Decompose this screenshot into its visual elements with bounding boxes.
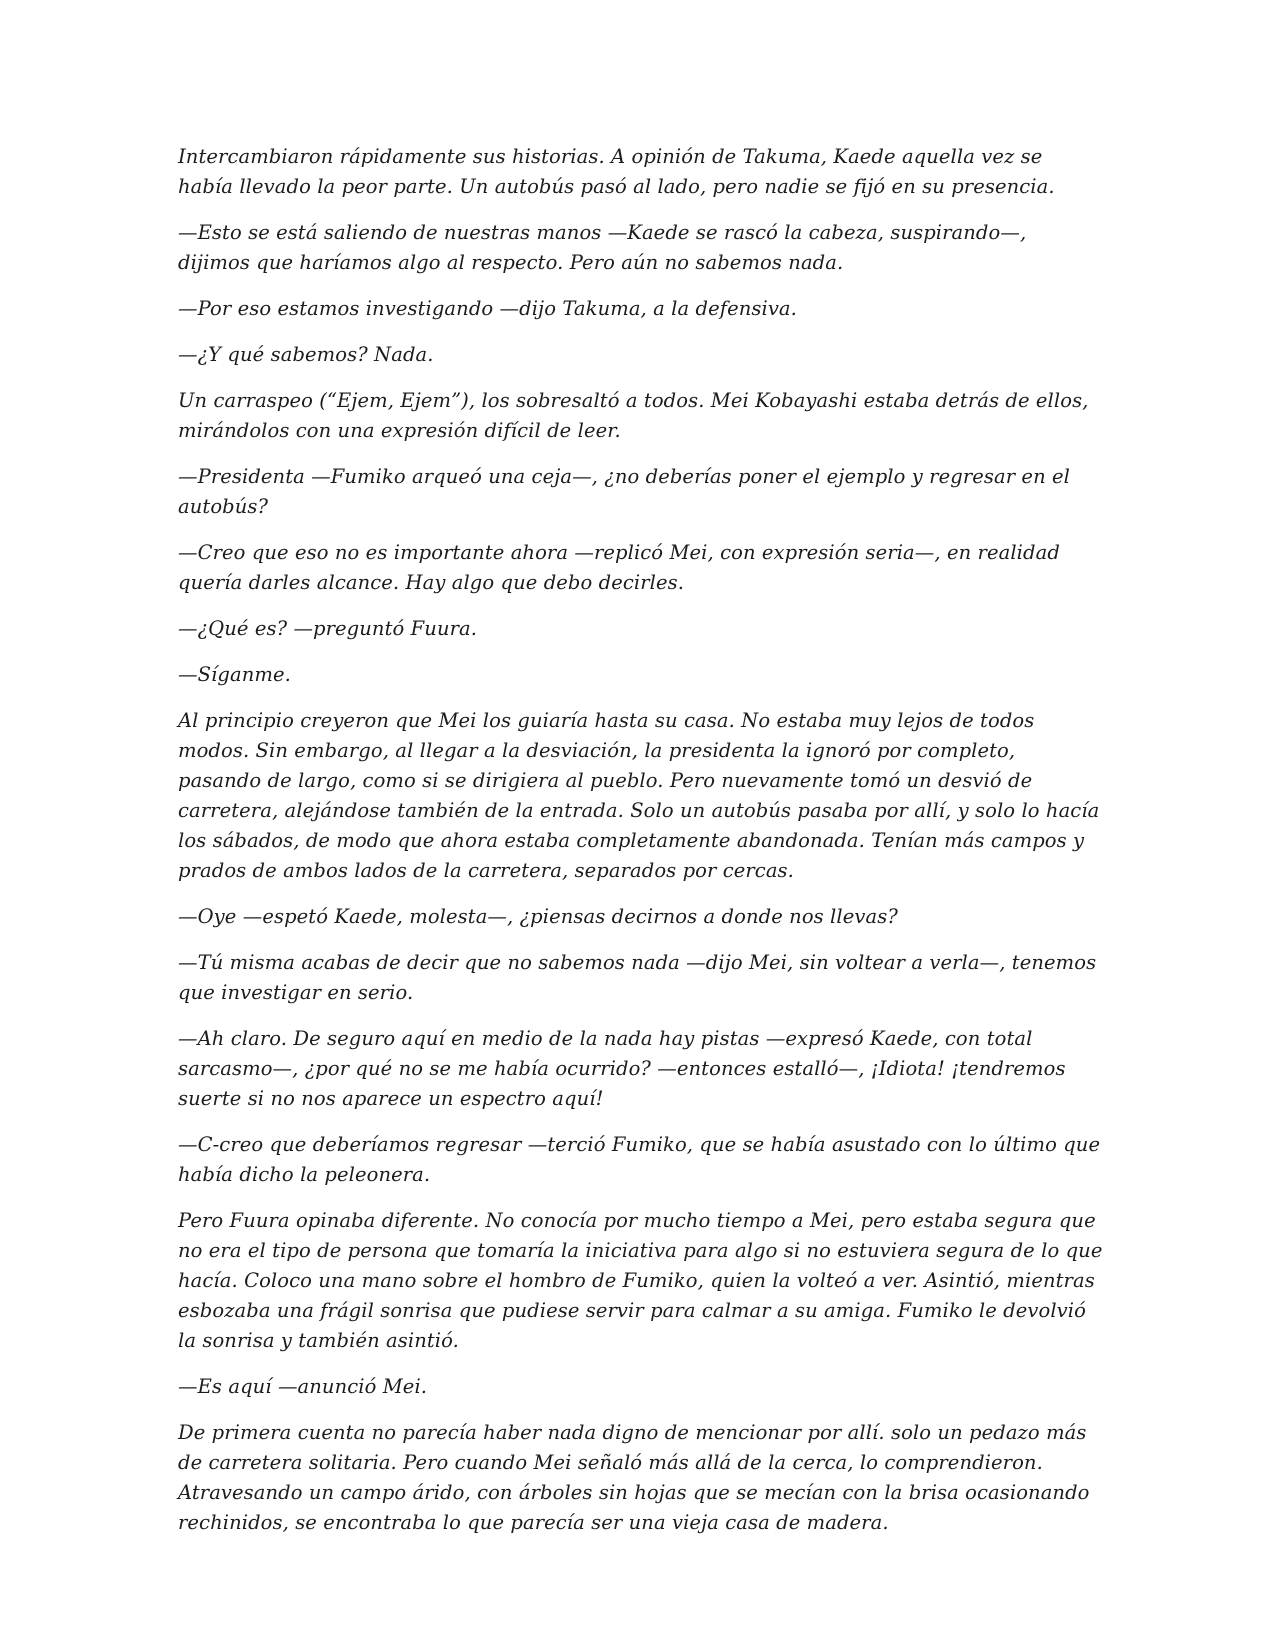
paragraph-6: —Presidenta —Fumiko arqueó una ceja—, ¿no deberías poner el ejemplo y regresar en el autobús? (178, 465, 1071, 518)
document-page (178, 142, 1103, 1554)
paragraph-16: —Es aquí —anunció Mei. (178, 1375, 428, 1398)
paragraph-8: —¿Qué es? —preguntó Fuura. (178, 617, 478, 640)
paragraph-17: De primera cuenta no parecía haber nada digno de mencionar por allí. solo un pedazo más de carretera solitaria. Pero cuando Mei señaló más allá de la cerca, lo comprendieron. Atravesando un campo árido, con árboles sin hojas que se mecían con la brisa ocasionando rechinidos, se encontraba lo que parecía ser una vieja casa de madera. (178, 1421, 1090, 1534)
paragraph-1: Intercambiaron rápidamente sus historias. A opinión de Takuma, Kaede aquella vez se había llevado la peor parte. Un autobús pasó al lado, pero nadie se fijó en su presencia. (178, 145, 1055, 198)
paragraph-13: —Ah claro. De seguro aquí en medio de la nada hay pistas —expresó Kaede, con total sarcasmo—, ¿por qué no se me había ocurrido? —entonces estalló—, ¡Idiota! ¡tendremos suerte si no nos aparece un espectro aquí! (178, 1027, 1066, 1110)
paragraph-5: Un carraspeo (“Ejem, Ejem”), los sobresaltó a todos. Mei Kobayashi estaba detrás de ellos, mirándolos con una expresión difícil de leer. (178, 389, 1089, 442)
paragraph-14: —C-creo que deberíamos regresar —terció Fumiko, que se había asustado con lo último que había dicho la peleonera. (178, 1133, 1101, 1186)
paragraph-9: —Síganme. (178, 663, 291, 686)
paragraph-3: —Por eso estamos investigando —dijo Takuma, a la defensiva. (178, 297, 797, 320)
paragraph-10: Al principio creyeron que Mei los guiaría hasta su casa. No estaba muy lejos de todos modos. Sin embargo, al llegar a la desviación, la presidenta la ignoró por completo, pasando de largo, como si se dirigiera al pueblo. Pero nuevamente tomó un desvió de carretera, alejándose también de la entrada. Solo un autobús pasaba por allí, y solo lo hacía los sábados, de modo que ahora estaba completamente abandonada. Tenían más campos y prados de ambos lados de la carretera, separados por cercas. (178, 709, 1100, 882)
paragraph-2: —Esto se está saliendo de nuestras manos —Kaede se rascó la cabeza, suspirando—, dijimos que haríamos algo al respecto. Pero aún no sabemos nada. (178, 221, 1027, 274)
paragraph-15: Pero Fuura opinaba diferente. No conocía por mucho tiempo a Mei, pero estaba segura que no era el tipo de persona que tomaría la iniciativa para algo si no estuviera segura de lo que hacía. Coloco una mano sobre el hombro de Fumiko, quien la volteó a ver. Asintió, mientras esbozaba una frágil sonrisa que pudiese servir para calmar a su amiga. Fumiko le devolvió la sonrisa y también asintió. (178, 1209, 1103, 1352)
paragraph-12: —Tú misma acabas de decir que no sabemos nada —dijo Mei, sin voltear a verla—, tenemos que investigar en serio. (178, 951, 1097, 1004)
paragraph-4: —¿Y qué sabemos? Nada. (178, 343, 434, 366)
paragraph-11: —Oye —espetó Kaede, molesta—, ¿piensas decirnos a donde nos llevas? (178, 905, 898, 928)
paragraph-7: —Creo que eso no es importante ahora —replicó Mei, con expresión seria—, en realidad quería darles alcance. Hay algo que debo decirles. (178, 541, 1060, 594)
